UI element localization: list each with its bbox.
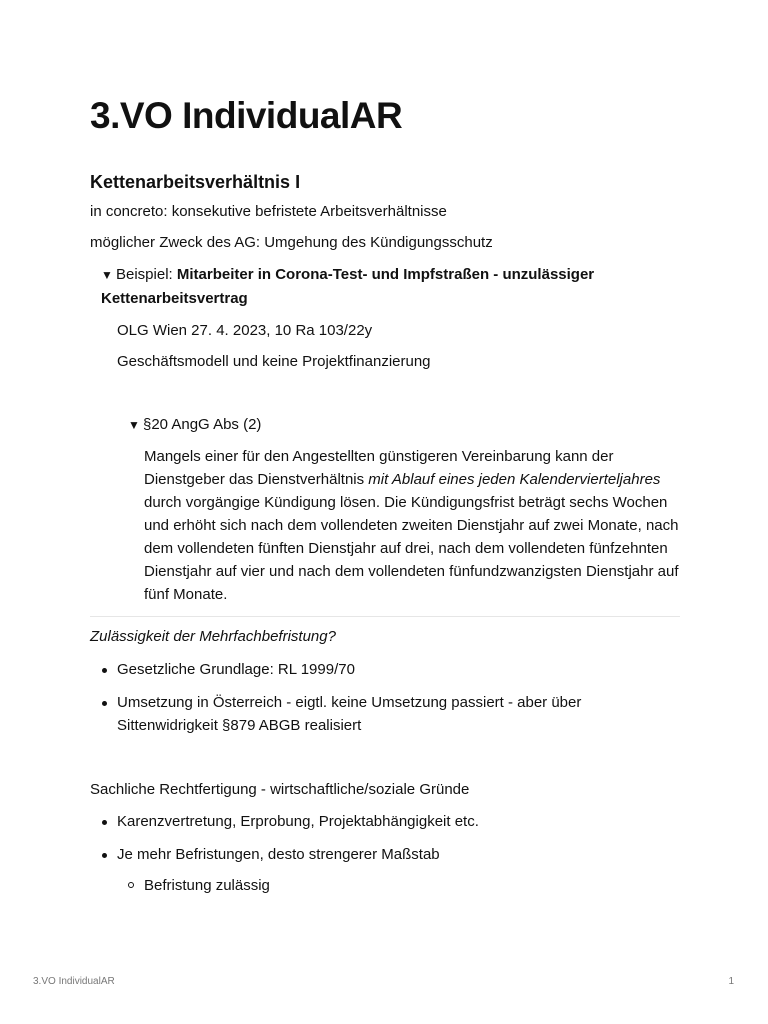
toggle-angg-header[interactable] bbox=[128, 413, 680, 437]
sub-bullet-list bbox=[117, 874, 680, 897]
list-item: Gesetzliche Grundlage: RL 1999/70 bbox=[90, 658, 680, 681]
justification-heading: Sachliche Rechtfertigung - wirtschaftliche/soziale Gründe bbox=[90, 781, 470, 798]
divider bbox=[90, 616, 680, 617]
question-text: Zulässigkeit der Mehrfachbefristung? bbox=[90, 628, 336, 645]
toggle-triangle-icon[interactable]: ▼ bbox=[128, 418, 140, 432]
court-citation: OLG Wien 27. 4. 2023, 10 Ra 103/22y bbox=[117, 322, 373, 339]
list-item-text: Je mehr Befristungen, desto strengerer Maßstab bbox=[117, 846, 440, 863]
bullet-list-legal-basis bbox=[90, 658, 680, 737]
section-heading: Kettenarbeitsverhältnis I bbox=[90, 172, 301, 192]
list-item: Karenzvertretung, Erprobung, Projektabhängigkeit etc. bbox=[90, 810, 680, 833]
angg-text-emphasis: mit Ablauf eines jeden Kalendervierteljahres bbox=[368, 471, 661, 488]
toggle-example-prefix: Beispiel: bbox=[116, 266, 177, 283]
list-item: Umsetzung in Österreich - eigtl. keine Umsetzung passiert - aber über Sittenwidrigkeit §879 ABGB realisiert bbox=[90, 691, 680, 737]
toggle-angg-title: §20 AngG Abs (2) bbox=[143, 416, 262, 433]
toggle-example bbox=[101, 263, 680, 373]
document-body bbox=[90, 168, 680, 897]
angg-text-part-a: Mangels einer für den Angestellten günstigeren Vereinbarung kann der Dienstgeber das Dienstverhältnis bbox=[144, 448, 614, 488]
question-heading bbox=[90, 625, 680, 648]
toggle-example-title: Mitarbeiter in Corona-Test- und Impfstraßen - unzulässiger Kettenarbeitsvertrag bbox=[101, 266, 595, 307]
page-title: 3.VO IndividualAR bbox=[90, 95, 403, 136]
list-item bbox=[90, 843, 680, 897]
angg-legal-text bbox=[144, 445, 680, 606]
paragraph-purpose: möglicher Zweck des AG: Umgehung des Kündigungsschutz bbox=[90, 234, 493, 251]
footer-page-number: 1 bbox=[728, 976, 734, 987]
sub-list-item: Befristung zulässig bbox=[117, 874, 680, 897]
paragraph-in-concreto: in concreto: konsekutive befristete Arbeitsverhältnisse bbox=[90, 203, 447, 220]
angg-text-part-c: durch vorgängige Kündigung lösen. Die Kündigungsfrist beträgt sechs Wochen und erhöht sich nach dem vollendeten zweiten Dienstjahr auf zwei Monate, nach dem vollendeten fünften Dienstjahr auf drei, nach dem vollendeten fünfzehnten Dienstjahr auf vier und nach dem vollendeten fünfundzwanzigsten Dienstjahr auf fünf Monate. bbox=[144, 494, 679, 603]
toggle-triangle-icon[interactable]: ▼ bbox=[101, 268, 113, 282]
toggle-angg bbox=[128, 413, 680, 606]
business-model-note: Geschäftsmodell und keine Projektfinanzierung bbox=[117, 353, 431, 370]
bullet-list-justification bbox=[90, 810, 680, 897]
toggle-example-body bbox=[117, 319, 680, 373]
toggle-angg-body bbox=[144, 445, 680, 606]
footer-doc-title: 3.VO IndividualAR bbox=[33, 976, 115, 987]
toggle-example-header[interactable] bbox=[101, 263, 680, 311]
